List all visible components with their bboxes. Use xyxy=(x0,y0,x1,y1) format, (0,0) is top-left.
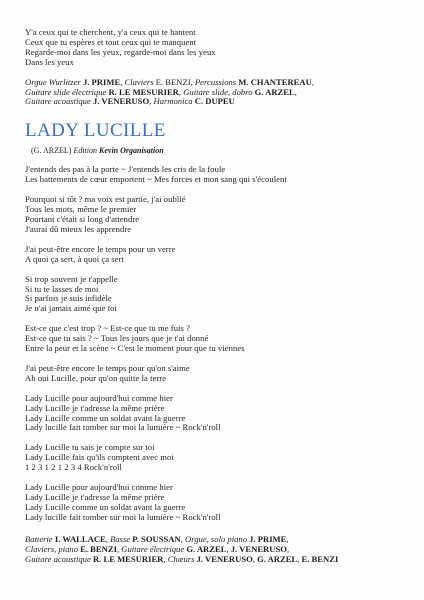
lyric-line: J'entends des pas à la porte ~ J'entends les cris de la foule xyxy=(25,164,226,175)
musician-name: G. ARZEL xyxy=(257,553,298,564)
lyric-line: Si parfois je suis infidèle xyxy=(25,293,112,304)
lyric-line: Si tu te lasses de moi xyxy=(25,283,99,294)
lyric-line: Pourtant c'était si long d'attendre xyxy=(25,213,140,224)
intro-stanza xyxy=(25,28,410,68)
lyric-line: Lady Lucille je t'adresse la même prière xyxy=(25,492,165,502)
musician-name: R. LE MESURIER xyxy=(108,86,179,97)
musician-name: P. SOUSSAN xyxy=(132,533,181,544)
musician-name: G. ARZEL xyxy=(254,86,295,97)
instrument-role: Claviers, piano xyxy=(25,543,81,554)
punctuation: , xyxy=(311,76,314,87)
instrument-role: , Guitare électrique xyxy=(116,543,187,554)
punctuation: , xyxy=(286,533,289,544)
instrument-role: , Basse xyxy=(105,533,133,544)
instrument-role: Guitare acoustique xyxy=(25,553,93,564)
lyric-line: Lady Lucille pour aujourd'hui comme hier xyxy=(25,392,173,403)
intro-line: Y'a ceux qui te cherchent, y'a ceux qui te hantent xyxy=(25,27,196,37)
lyric-line: Lady Lucille comme un soldat avant la guerre xyxy=(25,412,186,423)
instrument-role: Orgue Wurlitzer xyxy=(25,76,83,87)
instrument-role: Guitare slide électrique xyxy=(25,86,109,97)
lyric-line: Lady lucille fait tomber sur moi la lumière ~ Rock'n'roll xyxy=(25,422,221,433)
musician-name: I. WALLACE xyxy=(54,533,106,544)
musician-name: J. VENERUSO xyxy=(230,543,287,554)
lyrics-body xyxy=(25,165,410,522)
lyric-line: Si trop souvent je t'appelle xyxy=(25,273,118,284)
lyric-line: A quoi ça sert, à quoi ça sert xyxy=(25,253,124,264)
punctuation: , xyxy=(286,543,290,554)
stanza xyxy=(25,483,410,523)
instrument-role: Batterie xyxy=(25,533,55,544)
publishing-info xyxy=(25,146,410,156)
musician-name: J. PRIME xyxy=(82,76,121,87)
stanza xyxy=(25,324,410,354)
musician-name: J. PRIME xyxy=(249,533,287,544)
musician-name: E. BENZI xyxy=(80,543,117,554)
edition-label: Edition xyxy=(73,146,97,156)
lyrics-column xyxy=(25,28,410,564)
song-title: LADY LUCILLE xyxy=(25,120,166,142)
lyric-line: Pourquoi si tôt ? ma voix est partie, j'ai oublié xyxy=(25,194,186,205)
lyric-line: Est-ce que c'est trop ? ~ Est-ce que tu me fuis ? xyxy=(25,323,190,334)
lyric-line: Je n'ai jamais aimé que toi xyxy=(25,303,117,314)
song-credits xyxy=(25,535,410,565)
lyric-line: Lady Lucille je t'adresse la même prière xyxy=(25,402,165,413)
lyric-line: J'ai peut-être encore le temps pour un verre xyxy=(25,243,176,254)
lyric-line: Lady Lucille pour aujourd'hui comme hier xyxy=(25,482,173,493)
musician-name: R. LE MESURIER xyxy=(92,553,164,564)
instrument-role: , Harmonica xyxy=(149,96,195,107)
lyric-line: Lady lucille fait tomber sur moi la lumière ~ Rock'n'roll xyxy=(25,511,221,522)
instrument-role: , Percussions xyxy=(190,76,239,87)
musician-name: C. DUPEU xyxy=(194,96,235,107)
instrument-role: Guitare acoustique xyxy=(25,96,93,107)
lyric-line: Est-ce que tu sais ? ~ Tous les jours que je t'ai donné xyxy=(25,333,209,344)
stanza xyxy=(25,275,410,315)
lyric-line: 1 2 3 1 2 1 2 3 4 Rock'n'roll xyxy=(25,462,122,473)
punctuation: , xyxy=(294,86,297,97)
lyric-line: Lady Lucille comme un soldat avant la guerre xyxy=(25,501,186,512)
stanza xyxy=(25,165,410,185)
stanza xyxy=(25,195,410,235)
lyric-line: Entre la peur et la scène ~ C'est le moment pour que tu viennes xyxy=(25,343,245,354)
instrument-role: , Chœurs xyxy=(163,553,197,564)
punctuation: , xyxy=(252,553,258,564)
stanza xyxy=(25,245,410,265)
stanza xyxy=(25,394,410,434)
punctuation: , xyxy=(226,543,231,554)
lyric-line: Lady Lucille tu sais je compte sur toi xyxy=(25,442,155,453)
instrument-role: , Orgue, solo piano xyxy=(180,533,250,544)
musician-name: J. VENERUSO xyxy=(92,96,150,107)
credits-line xyxy=(25,97,410,107)
stanza xyxy=(25,364,410,384)
song-author: (G. ARZEL) xyxy=(31,146,72,156)
lyric-line: J'aurai dû mieux les apprendre xyxy=(25,223,132,234)
musician-name: G. ARZEL xyxy=(186,543,227,554)
lyric-line: Les battements de cœur emportent ~ Mes forces et mon sang qui s'écoulent xyxy=(25,174,287,185)
edition-name: Kevin Organisation xyxy=(99,146,164,156)
instrument-role: , Guitare slide, dobro xyxy=(178,86,255,97)
instrument-role: , Claviers xyxy=(120,76,156,87)
musician-name: J. VENERUSO xyxy=(196,553,253,564)
credits-line xyxy=(25,555,410,565)
intro-line: Dans les yeux xyxy=(25,56,74,67)
intro-line: Ceux que tu espères et tout ceux qui te manquent xyxy=(25,36,197,47)
lyric-line: Ah oui Lucille, pour qu'on quitte la terre xyxy=(25,372,167,383)
intro-line: Regarde-moi dans les yeux, regarde-moi dans les yeux xyxy=(25,46,216,57)
lyric-line: Tous les mots, même le premier xyxy=(25,204,137,215)
stanza xyxy=(25,443,410,473)
punctuation: E. BENZI xyxy=(155,76,191,87)
musician-name: M. CHANTEREAU xyxy=(238,76,312,87)
lyric-line: J'ai peut-être encore le temps pour qu'on s'aime xyxy=(25,362,190,373)
lyric-line: Lady Lucille fais qu'ils comptent avec moi xyxy=(25,452,174,463)
punctuation: , xyxy=(297,553,302,564)
previous-song-credits xyxy=(25,78,410,108)
musician-name: E. BENZI xyxy=(301,553,339,564)
